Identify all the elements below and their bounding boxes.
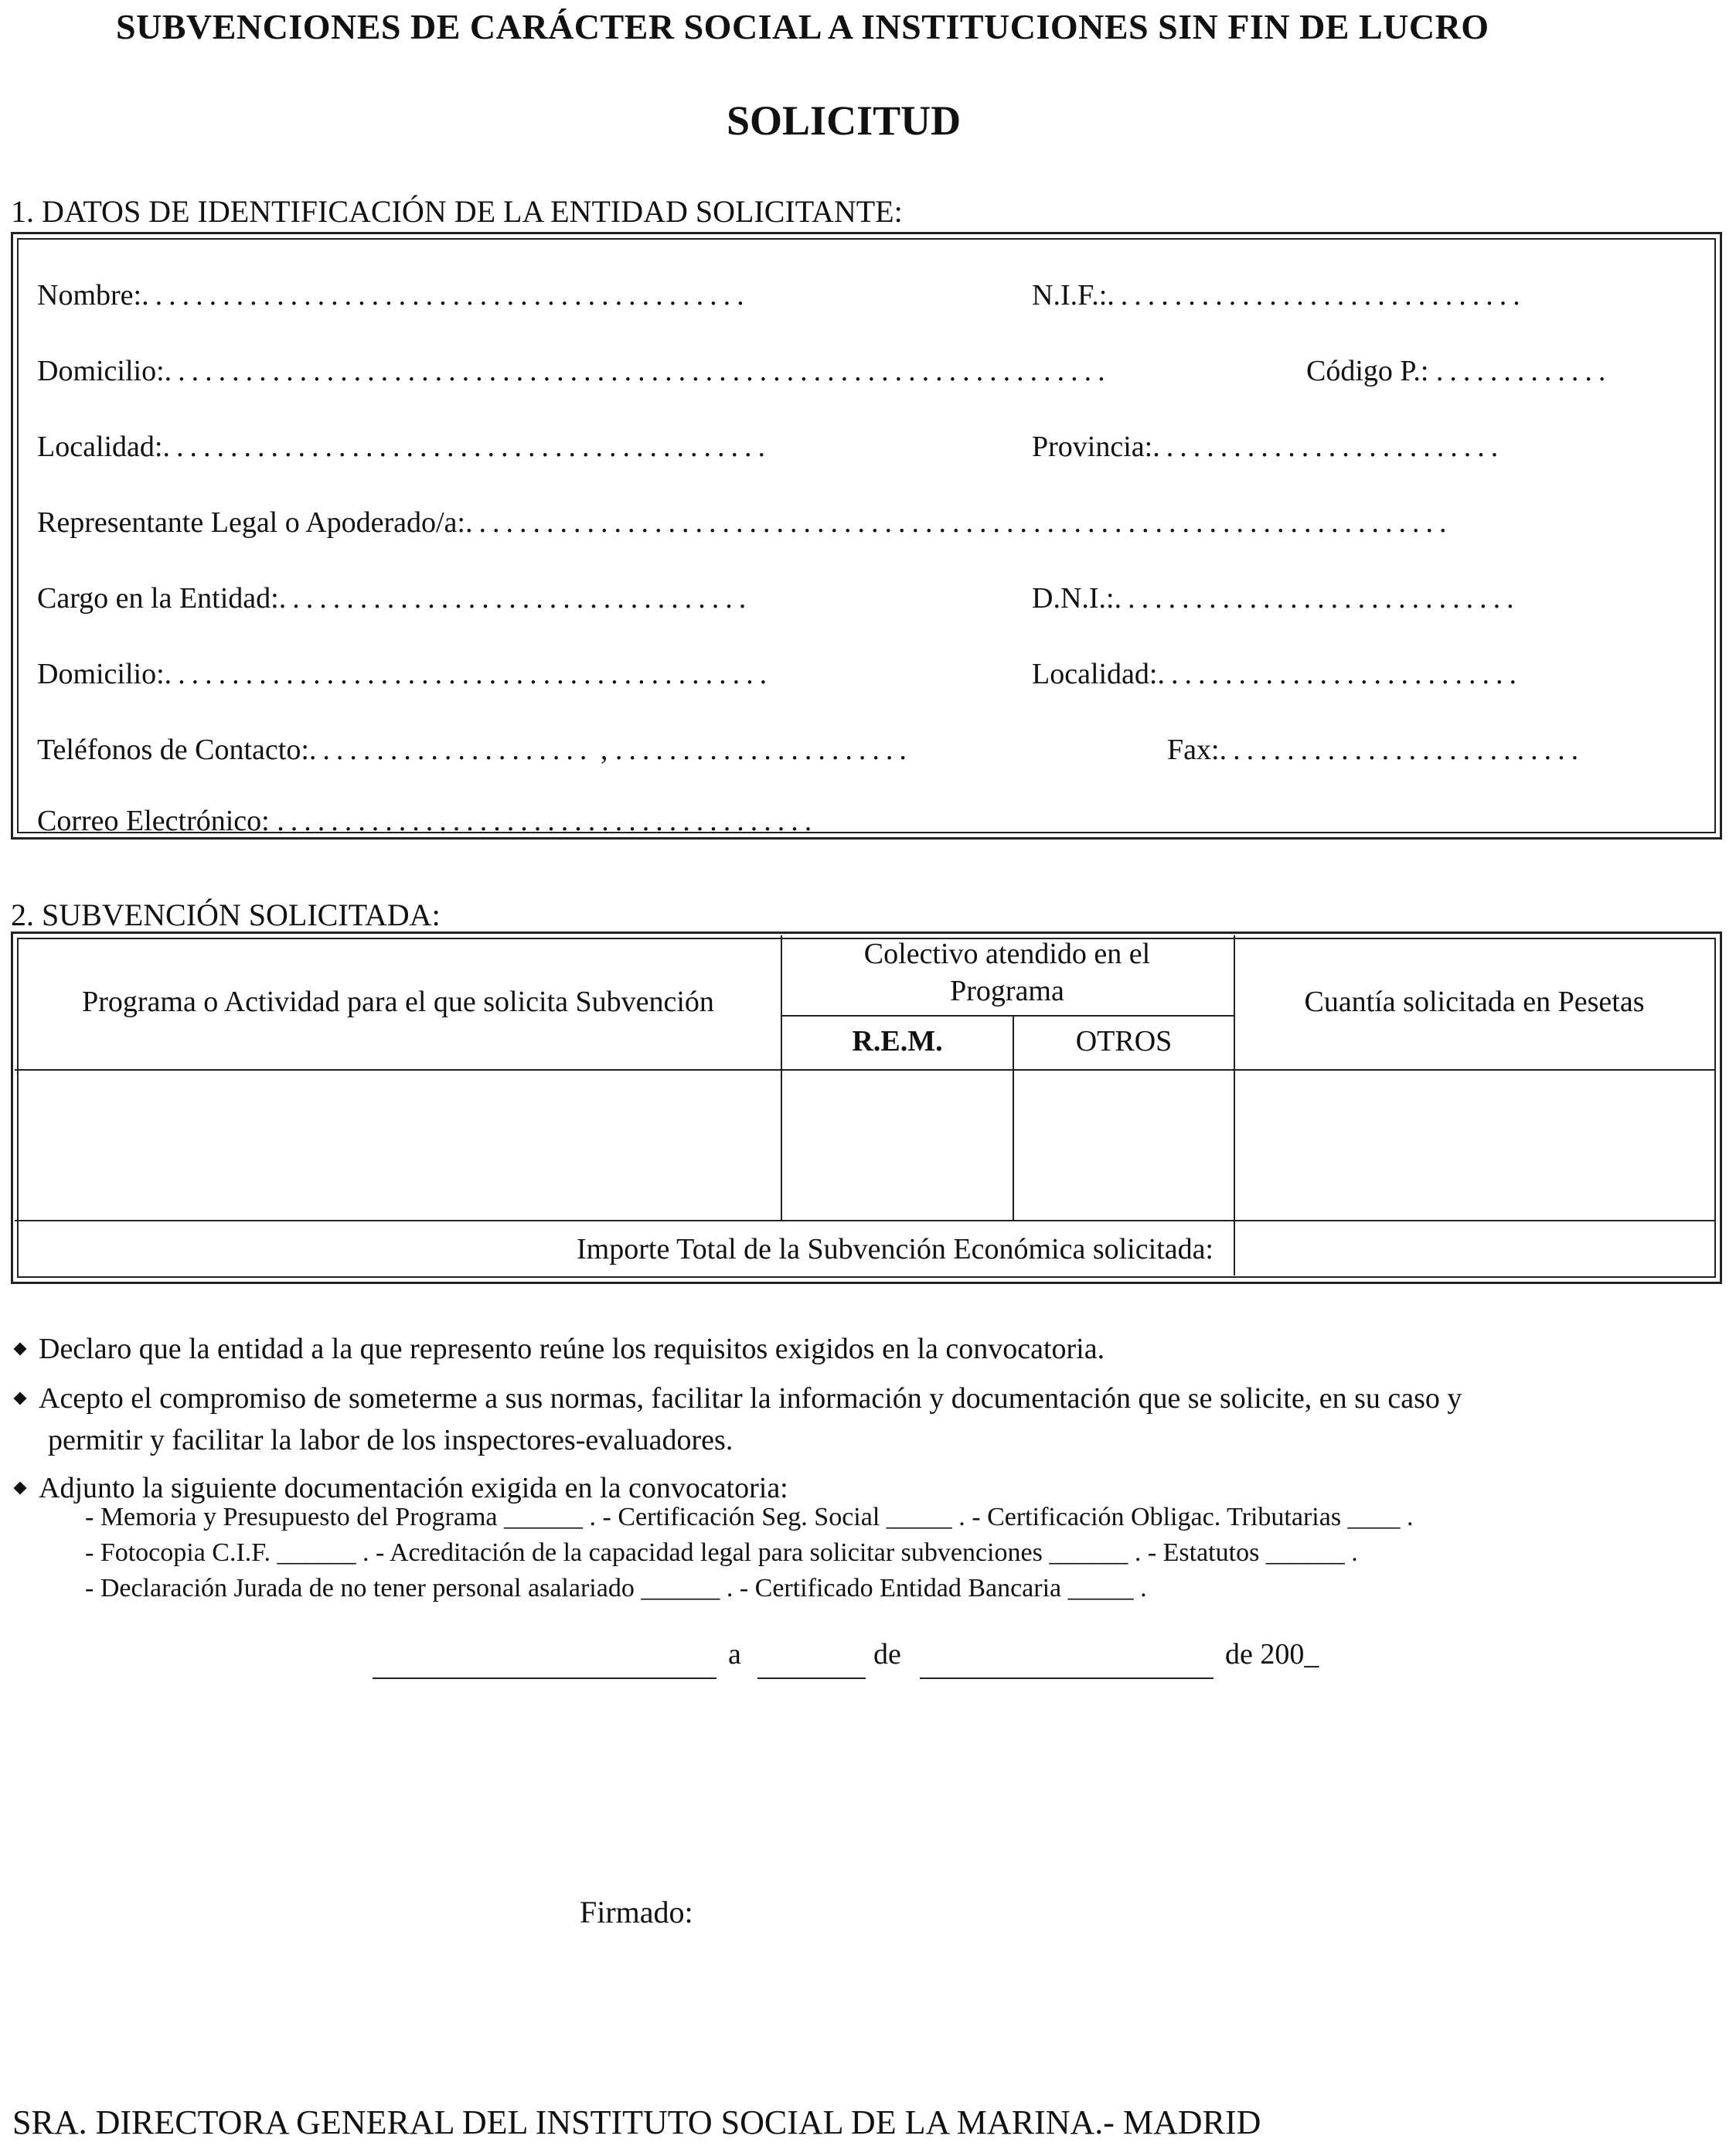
bullet-icon	[14, 1392, 27, 1405]
docs-line-2: - Fotocopia C.I.F. ______ . - Acreditación de la capacidad legal para solicitar subvenciones ______ . - Estatutos ______ .	[85, 1538, 1358, 1567]
field-localidad[interactable]: Localidad:.............................................	[37, 431, 771, 463]
field-correo[interactable]: Correo Electrónico: ........................................	[37, 805, 819, 837]
field-domicilio-representante[interactable]: Domicilio:.............................................	[37, 658, 774, 690]
day-blank[interactable]	[757, 1677, 866, 1679]
field-provincia[interactable]: Provincia:..........................	[1032, 431, 1505, 463]
document-title: SUBVENCIONES DE CARÁCTER SOCIAL A INSTITUCIONES SIN FIN DE LUCRO	[116, 7, 1489, 46]
date-year[interactable]: de 200_	[1225, 1638, 1319, 1671]
total-input-cell[interactable]	[1236, 1222, 1712, 1273]
declaration-3: Adjunto la siguiente documentación exigida en la convocatoria:	[12, 1467, 788, 1509]
field-nombre[interactable]: Nombre:.............................................	[37, 279, 751, 312]
section1-heading: 1. DATOS DE IDENTIFICACIÓN DE LA ENTIDAD SOLICITANTE:	[11, 194, 903, 229]
cuantia-input-cell[interactable]	[1236, 1071, 1712, 1218]
bullet-icon	[14, 1343, 27, 1356]
rem-input-cell[interactable]	[783, 1071, 1011, 1218]
docs-line-3: - Declaración Jurada de no tener personal asalariado ______ . - Certificado Entidad Bancaria _____ .	[85, 1574, 1147, 1603]
col-colectivo-header: Colectivo atendido en el Programa	[863, 938, 1151, 1007]
col-programa-header: Programa o Actividad para el que solicita Subvención	[82, 986, 714, 1018]
field-fax[interactable]: Fax:...........................	[1167, 734, 1585, 766]
programa-input-cell[interactable]	[17, 1071, 779, 1218]
date-a: a	[728, 1638, 741, 1671]
docs-line-1: - Memoria y Presupuesto del Programa ______ . - Certificación Seg. Social _____ . - Certificación Obligac. Tributarias ____ .	[85, 1503, 1414, 1531]
addressee: SRA. DIRECTORA GENERAL DEL INSTITUTO SOCIAL DE LA MARINA.- MADRID	[12, 2103, 1261, 2141]
field-cargo[interactable]: Cargo en la Entidad:...................................	[37, 582, 753, 615]
field-localidad-representante[interactable]: Localidad:...........................	[1032, 658, 1523, 690]
field-codigo-postal[interactable]: Código P.: .............	[1306, 355, 1612, 387]
col-cuantia-header: Cuantía solicitada en Pesetas	[1304, 986, 1645, 1018]
date-de1: de	[873, 1638, 901, 1671]
declaration-2: Acepto el compromiso de someterme a sus normas, facilitar la información y documentación que se solicite, en su caso y	[12, 1378, 1462, 1419]
otros-input-cell[interactable]	[1015, 1071, 1232, 1218]
document-subtitle: SOLICITUD	[727, 97, 962, 144]
total-label: Importe Total de la Subvención Económica solicitada:	[577, 1233, 1213, 1265]
field-domicilio[interactable]: Domicilio:......................................................................	[37, 355, 1111, 387]
declaration-1: Declaro que la entidad a la que represento reúne los requisitos exigidos en la convocatoria.	[12, 1328, 1105, 1370]
month-blank[interactable]	[920, 1677, 1213, 1679]
signature-label: Firmado:	[580, 1895, 693, 1930]
col-otros-header: OTROS	[1075, 1025, 1173, 1058]
col-rem-header: R.E.M.	[852, 1025, 943, 1058]
declaration-2-cont: permitir y facilitar la labor de los inspectores-evaluadores.	[48, 1424, 734, 1456]
place-blank[interactable]	[373, 1677, 717, 1679]
field-telefonos[interactable]: Teléfonos de Contacto:..................... , ......................	[37, 734, 913, 766]
field-dni[interactable]: D.N.I.:..............................	[1032, 582, 1520, 615]
section2-heading: 2. SUBVENCIÓN SOLICITADA:	[11, 897, 441, 932]
field-nif[interactable]: N.I.F.:...............................	[1032, 279, 1527, 312]
field-representante[interactable]: Representante Legal o Apoderado/a:.........................................................................	[37, 506, 1453, 539]
bullet-icon	[14, 1482, 27, 1495]
